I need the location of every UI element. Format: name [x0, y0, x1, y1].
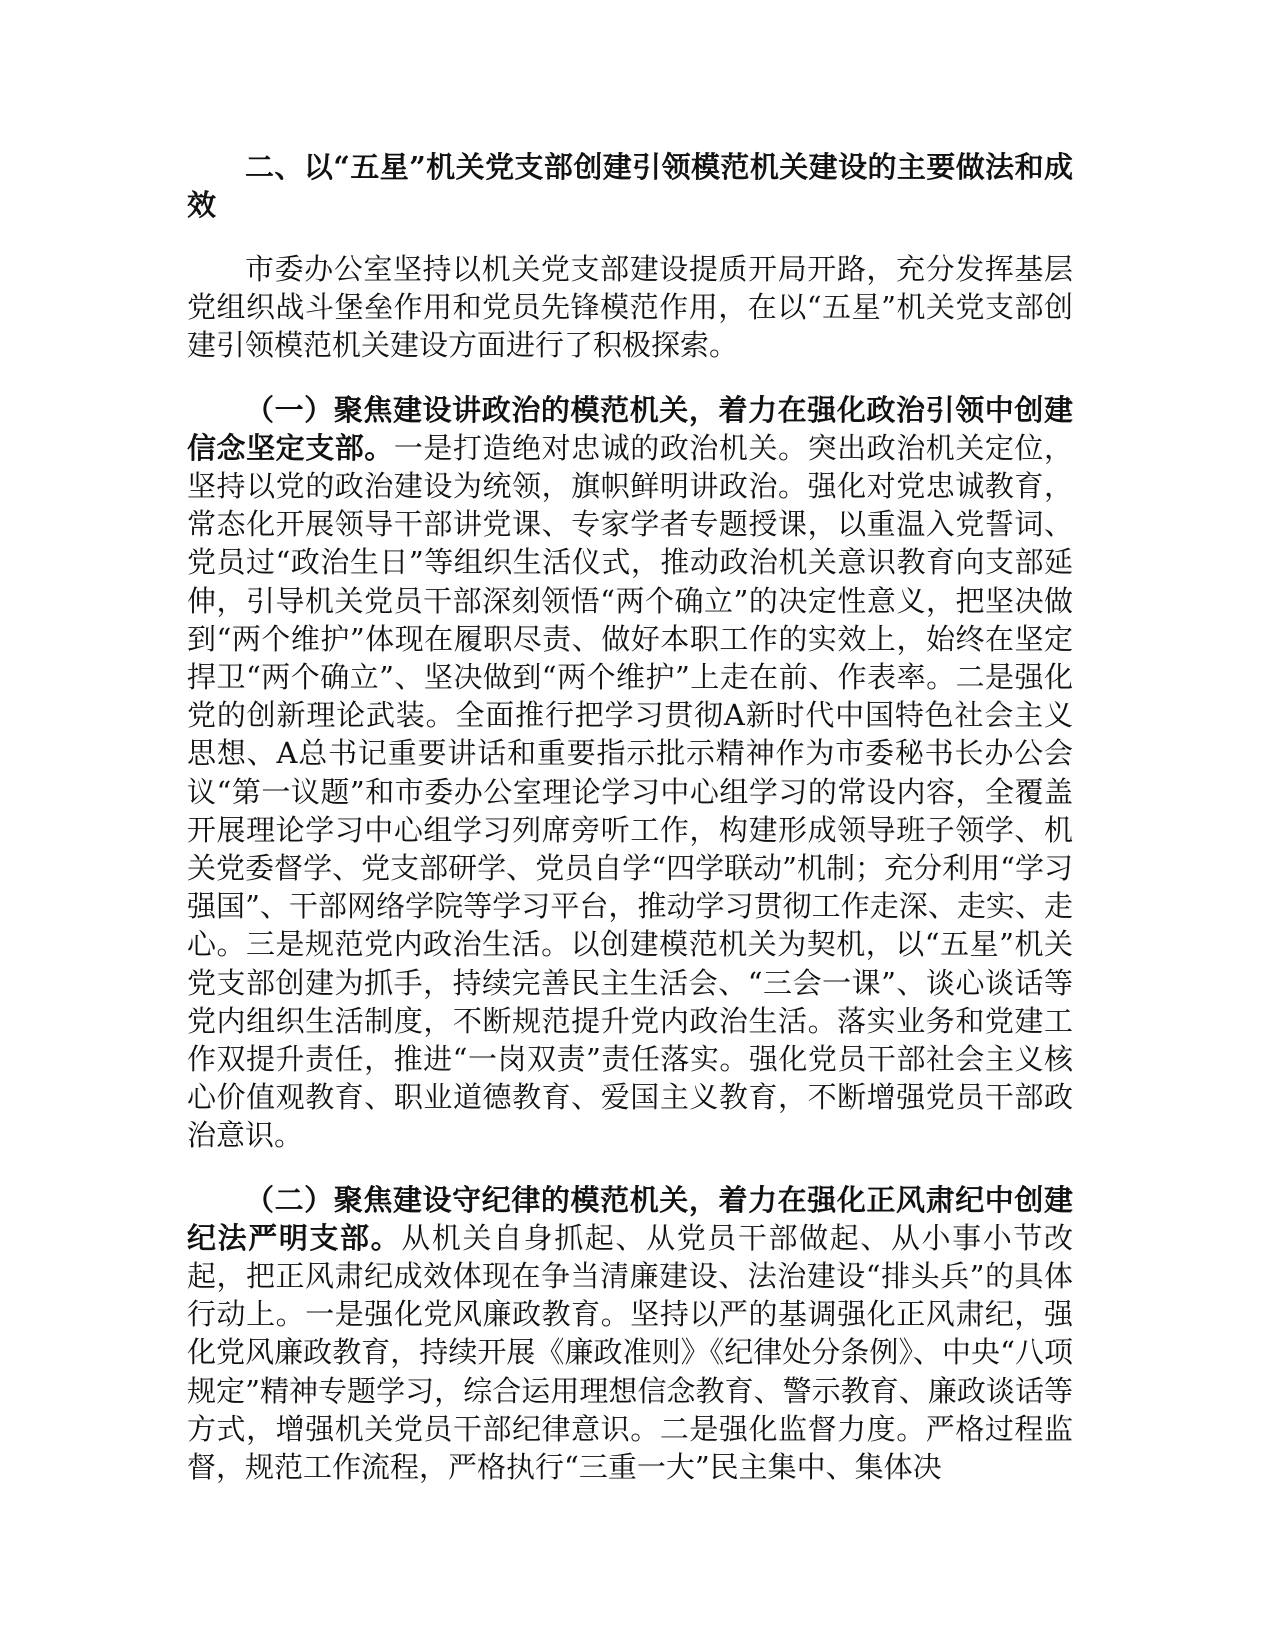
intro-paragraph: 市委办公室坚持以机关党支部建设提质开局开路，充分发挥基层党组织战斗堡垒作用和党员先锋模范作用，在以“五星”机关党支部创建引领模范机关建设方面进行了积极探索。 [187, 252, 1073, 363]
section-two-lead: （二）聚焦建设守纪律的模范机关，着力在强化正风肃纪中创建纪法严明支部。 [187, 1182, 1073, 1255]
section-two-paragraph [187, 1181, 1073, 1487]
section-one-lead: （一）聚焦建设讲政治的模范机关，着力在强化政治引领中创建信念坚定支部。 [187, 392, 1073, 465]
section-one-body: 一是打造绝对忠诚的政治机关。突出政治机关定位，坚持以党的政治建设为统领，旗帜鲜明讲政治。强化对党忠诚教育，常态化开展领导干部讲党课、专家学者专题授课，以重温入党誓词、党员过“政治生日”等组织生活仪式，推动政治机关意识教育向支部延伸，引导机关党员干部深刻领悟“两个确立”的决定性意义，把坚决做到“两个维护”体现在履职尽责、做好本职工作的实效上，始终在坚定捍卫“两个确立”、坚决做到“两个维护”上走在前、作表率。二是强化党的创新理论武装。全面推行把学习贯彻A新时代中国特色社会主义思想、A总书记重要讲话和重要指示批示精神作为市委秘书长办公会议“第一议题”和市委办公室理论学习中心组学习的常设内容，全覆盖开展理论学习中心组学习列席旁听工作，构建形成领导班子领学、机关党委督学、党支部研学、党员自学“四学联动”机制；充分利用“学习强国”、干部网络学院等学习平台，推动学习贯彻工作走深、走实、走心。三是规范党内政治生活。以创建模范机关为契机，以“五星”机关党支部创建为抓手，持续完善民主生活会、“三会一课”、谈心谈话等党内组织生活制度，不断规范提升党内政治生活。落实业务和党建工作双提升责任，推进“一岗双责”责任落实。强化党员干部社会主义核心价值观教育、职业道德教育、爱国主义教育，不断增强党员干部政治意识。 [187, 430, 1073, 1153]
section-one-paragraph [187, 391, 1073, 1155]
section-two-body: 从机关自身抓起、从党员干部做起、从小事小节改起，把正风肃纪成效体现在争当清廉建设、法治建设“排头兵”的具体行动上。一是强化党风廉政教育。坚持以严的基调强化正风肃纪，强化党风廉政教育，持续开展《廉政准则》《纪律处分条例》、中央“八项规定”精神专题学习，综合运用理想信念教育、警示教育、廉政谈话等方式，增强机关党员干部纪律意识。二是强化监督力度。严格过程监督，规范工作流程，严格执行“三重一大”民主集中、集体决 [187, 1220, 1073, 1485]
document-page [187, 148, 1073, 1486]
section-heading: 二、以“五星”机关党支部创建引领模范机关建设的主要做法和成效 [187, 150, 1073, 222]
